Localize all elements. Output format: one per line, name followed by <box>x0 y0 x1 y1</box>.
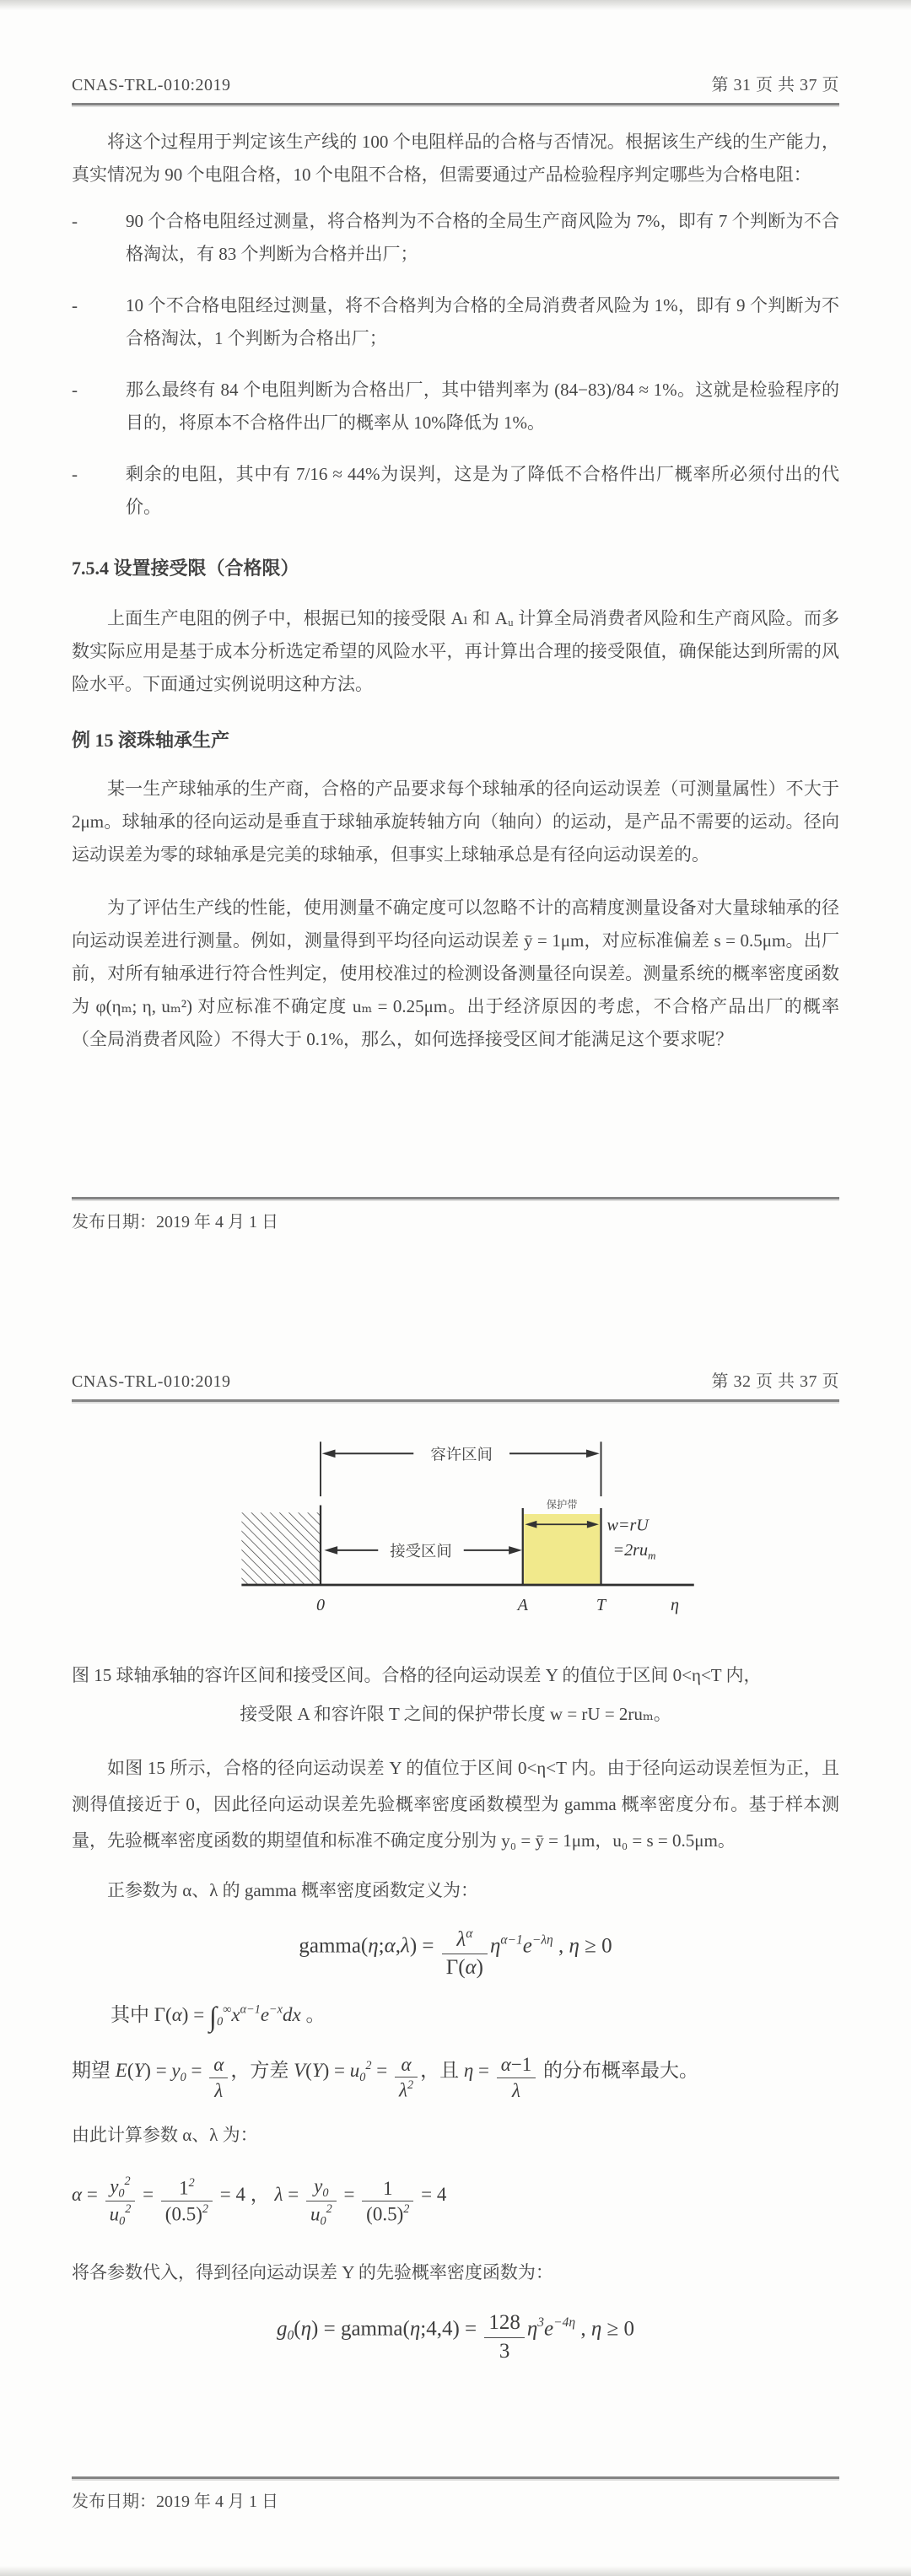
bullet-text: 剩余的电阻，其中有 7/16 ≈ 44%为误判，这是为了降低不合格件出厂概率所必须付出的代价。 <box>126 464 839 517</box>
prior-pdf-formula: $g_0(\eta)$ = gamma(η;4,4) = $\frac{128}{3}$ $\eta^3e^{-4\eta}$ , η ≥ 0 <box>277 2311 634 2363</box>
guard-band-width-formula: w=rU <box>606 1516 649 1535</box>
bullet-item <box>72 458 839 524</box>
bullet-marker: - <box>72 380 78 400</box>
doc-code: CNAS-TRL-010:2019 <box>72 76 231 94</box>
doc-code: CNAS-TRL-010:2019 <box>72 1372 231 1391</box>
axis-label-zero: 0 <box>315 1595 326 1614</box>
section-heading-754: 7.5.4 设置接受限（合格限） <box>72 558 299 579</box>
guard-band-width-formula-2: $=2ru_m$ <box>612 1541 656 1562</box>
left-arrowhead-icon <box>322 1449 336 1458</box>
gamma-definition-formula: gamma(η;α,λ) = $\frac{\lambda^\alpha}{\Gamma(\alpha)}$ $\eta^{\alpha-1}e^{-\lambda\eta}$ , η ≥ 0 <box>299 1926 612 1980</box>
footer-rule <box>72 1197 839 1199</box>
alpha-lambda-formula: α = $\frac{y_0^2}{u_0^2}$ = $\frac{1^2}{(0.5)^2}$ = 4 ， λ = $\frac{y_0}{u_0^2}$ = $\frac{1}{(0.5)^2}$ = 4 <box>72 2174 447 2228</box>
bearing-paragraph: 某一生产球轴承的生产商，合格的产品要求每个球轴承的径向运动误差（可测量属性）不大于 2μm。球轴承的径向运动是垂直于球轴承旋转轴方向（轴向）的运动，是产品不需要的运动。径向运动误差为零的球轴承是完美的球轴承，但事实上球轴承总是有径向运动误差的。 <box>72 779 839 865</box>
acceptance-limit-paragraph: 上面生产电阻的例子中，根据已知的接受限 Aₗ 和 Aᵤ 计算全局消费者风险和生产商风险。而多数实际应用是基于成本分析选定希望的风险水平，再计算出合理的接受限值，确保能达到所需的风险水平。下面通过实例说明这种方法。 <box>72 608 839 694</box>
evaluation-paragraph: 为了评估生产线的性能，使用测量不确定度可以忽略不计的高精度测量设备对大量球轴承的径向运动误差进行测量。例如，测量得到平均径向运动误差 ȳ = 1μm，对应标准偏差 s = 0.5μm。出厂前，对所有轴承进行符合性判定，使用校准过的检测设备测量径向误差。测量系统的概率密度函数为 φ(ηₘ; η, uₘ²) 对应标准不确定度 uₘ = 0.25μm。出于经济原因的考虑，不合格产品出厂的概率（全局消费者风险）不得大于 0.1%，那么，如何选择接受区间才能满足这个要求呢？ <box>72 897 839 1049</box>
bullet-text: 90 个合格电阻经过测量，将合格判为不合格的全局生产商风险为 7%，即有 7 个判断为不合格淘汰，有 83 个判断为合格并出厂； <box>126 211 839 264</box>
axis-label-A: A <box>517 1595 528 1614</box>
figure-15-caption <box>72 1656 839 1733</box>
bullet-marker: - <box>72 464 78 484</box>
intro-paragraph: 将这个过程用于判定该生产线的 100 个电阻样品的合格与否情况。根据该生产线的生产能力，真实情况为 90 个电阻合格，10 个电阻不合格，但需要通过产品检验程序判定哪些为合格电阻： <box>72 132 839 185</box>
page-31-header <box>72 0 839 95</box>
guard-band-label: 保护带 <box>546 1499 578 1511</box>
gamma-intro-paragraph: 正参数为 α、λ 的 gamma 概率密度函数定义为： <box>107 1879 478 1900</box>
page-number: 第 31 页 共 37 页 <box>711 76 839 94</box>
axis-label-eta: η <box>671 1595 679 1614</box>
header-rule <box>72 1399 839 1402</box>
bullet-item <box>72 374 839 439</box>
example-15-heading: 例 15 滚珠轴承生产 <box>72 730 230 751</box>
figure-discussion-paragraph: 如图 15 所示，合格的径向运动误差 Y 的值位于区间 0<η<T 内。由于径向运动误差恒为正，且测得值接近于 0，因此径向运动误差先验概率密度函数模型为 gamma 概率密度分布。基于样本测量，先验概率密度函数的期望值和标准不确定度分别为 y₀ = ȳ = 1μm，u₀ = s = 0.5μm。 <box>72 1757 839 1851</box>
expectation-variance-formula: 期望 $E(Y) = y_0$ = $\frac{\alpha}{\lambda}$ ，方差 $V(Y) = u_0^2$ = $\frac{\alpha}{\lambda^2}$ ，且 η = $\frac{\alpha-1}{\lambda}$ 的分布概率最大。 <box>72 2053 699 2101</box>
right-arrowhead-icon <box>509 1546 522 1555</box>
tolerance-interval-label: 容许区间 <box>430 1446 493 1463</box>
release-date: 发布日期：2019 年 4 月 1 日 <box>72 1213 278 1231</box>
hatched-region <box>241 1512 321 1585</box>
bullet-text: 那么最终有 84 个电阻判断为合格出厂，其中错判率为 (84−83)/84 ≈ 1%。这就是检验程序的目的，将原本不合格件出厂的概率从 10%降低为 1%。 <box>126 380 839 433</box>
bullet-marker: - <box>72 211 78 231</box>
caption-line-2: 接受限 A 和容许限 T 之间的保护带长度 w = rU = 2ruₘ。 <box>240 1703 671 1724</box>
scan-edge-top <box>0 0 911 10</box>
page-number: 第 32 页 共 37 页 <box>711 1372 839 1391</box>
page-32-footer <box>72 2476 839 2512</box>
bullet-item <box>72 205 839 271</box>
footer-rule <box>72 2476 839 2479</box>
bullet-text: 10 个不合格电阻经过测量，将不合格判为合格的全局消费者风险为 1%，即有 9 个判断为不合格淘汰，1 个判断为合格出厂； <box>126 295 839 348</box>
bullet-list <box>72 205 839 524</box>
acceptance-interval-annotation <box>324 1543 522 1560</box>
page-32 <box>0 1296 911 2576</box>
caption-line-1: 图 15 球轴承轴的容许区间和接受区间。合格的径向运动误差 Y 的值位于区间 0<η<T 内， <box>72 1664 762 1685</box>
page-31-footer <box>72 1197 839 1232</box>
header-rule <box>72 103 839 105</box>
tolerance-interval-annotation <box>321 1442 601 1496</box>
bullet-item <box>72 289 839 355</box>
gamma-function-formula: 其中 $\Gamma(\alpha) = \int_0^\infty x^{\alpha-1}e^{-x}dx$ 。 <box>111 2001 326 2033</box>
right-arrowhead-icon <box>586 1449 600 1458</box>
page-32-header <box>72 1296 839 1392</box>
bullet-marker: - <box>72 295 78 315</box>
acceptance-interval-label: 接受区间 <box>390 1542 452 1560</box>
calc-parameters-label: 由此计算参数 α、λ 为： <box>72 2124 258 2145</box>
scan-edge-bottom <box>0 2566 911 2576</box>
left-arrowhead-icon <box>324 1546 337 1555</box>
figure-15-diagram <box>232 1437 839 1624</box>
release-date: 发布日期：2019 年 4 月 1 日 <box>72 2492 278 2511</box>
substitution-paragraph: 将各参数代入，得到径向运动误差 Y 的先验概率密度函数为： <box>72 2262 553 2283</box>
axis-label-T: T <box>596 1595 606 1614</box>
